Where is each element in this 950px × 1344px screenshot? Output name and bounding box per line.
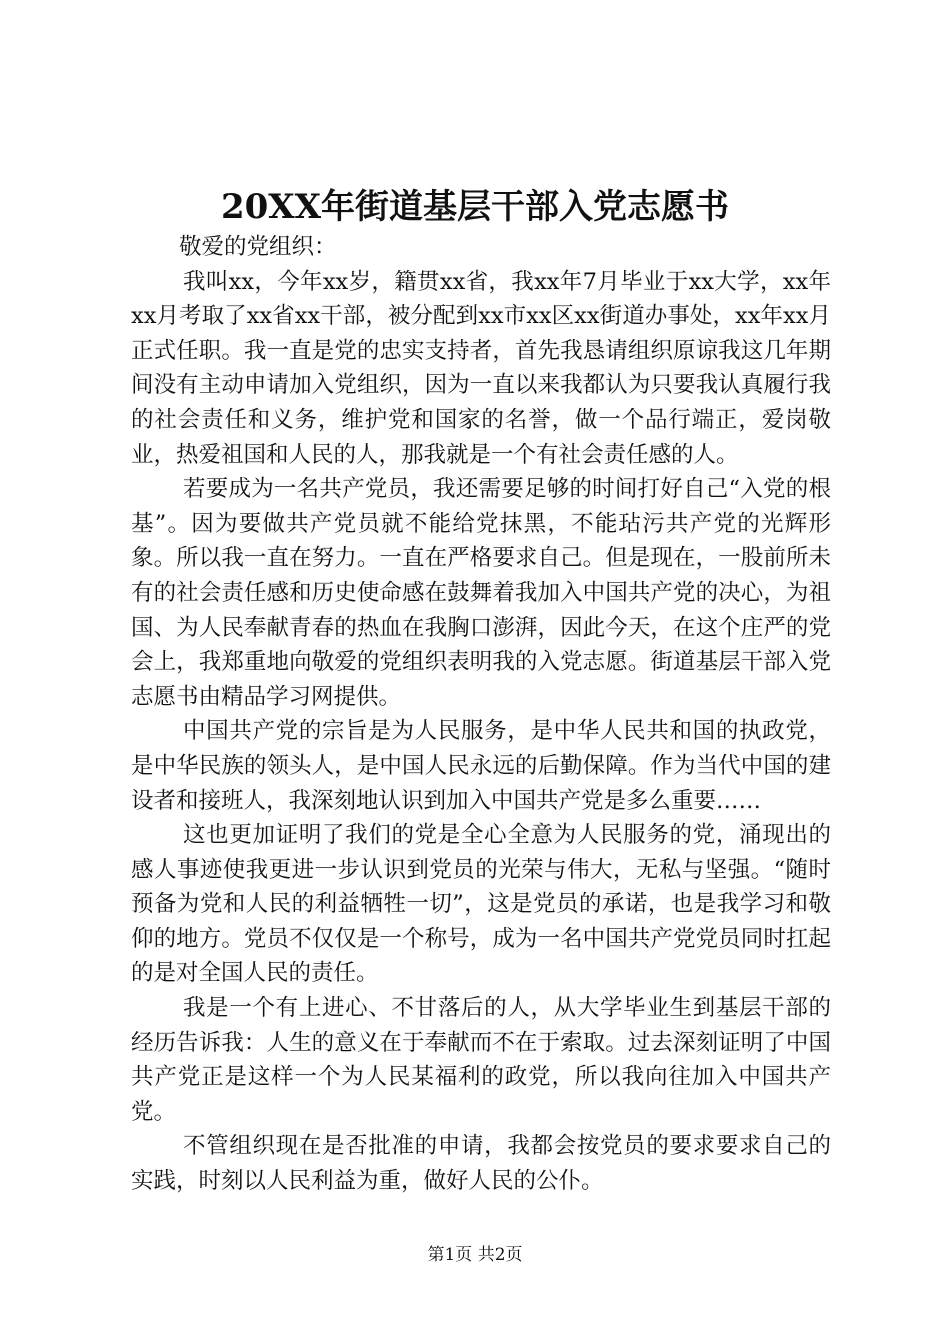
- paragraph-6: 不管组织现在是否批准的申请，我都会按党员的要求要求自己的实践，时刻以人民利益为重，做好人民的公仆。: [131, 1133, 831, 1195]
- paragraph-4: 这也更加证明了我们的党是全心全意为人民服务的党，涌现出的感人事迹使我更进一步认识到党员的光荣与伟大，无私与坚强。“随时预备为党和人民的利益牺牲一切”，这是党员的承诺，也是我学习和敬仰的地方。党员不仅仅是一个称号，成为一名中国共产党党员同时扛起的是对全国人民的责任。: [131, 822, 831, 987]
- paragraph-5: 我是一个有上进心、不甘落后的人，从大学毕业生到基层干部的经历告诉我：人生的意义在于奉献而不在于索取。过去深刻证明了中国共产党正是这样一个为人民某福利的政党，所以我向往加入中国共产党。: [131, 995, 831, 1125]
- paragraph-3: 中国共产党的宗旨是为人民服务，是中华人民共和国的执政党，是中华民族的领头人，是中国人民永远的后勤保障。作为当代中国的建设者和接班人，我深刻地认识到加入中国共产党是多么重要……: [131, 718, 831, 814]
- page-footer: 第1页 共2页: [427, 1245, 523, 1265]
- salutation: 敬爱的党组织：: [179, 234, 337, 260]
- paragraph-1: 我叫xx，今年xx岁，籍贯xx省，我xx年7月毕业于xx大学，xx年xx月考取了xx省xx干部，被分配到xx市xx区xx街道办事处，xx年xx月正式任职。我一直是党的忠实支持者，首先我恳请组织原谅我这几年期间没有主动申请加入党组织，因为一直以来我都认为只要我认真履行我的社会责任和义务，维护党和国家的名誉，做一个品行端正，爱岗敬业，热爱祖国和人民的人，那我就是一个有社会责任感的人。: [131, 268, 831, 468]
- document-body: [131, 230, 831, 1199]
- document-title: 20XX年街道基层干部入党志愿书: [220, 187, 730, 227]
- paragraph-2: 若要成为一名共产党员，我还需要足够的时间打好自己“入党的根基”。因为要做共产党员就不能给党抹黑，不能玷污共产党的光辉形象。所以我一直在努力。一直在严格要求自己。但是现在，一股前所未有的社会责任感和历史使命感在鼓舞着我加入中国共产党的决心，为祖国、为人民奉献青春的热血在我胸口澎湃，因此今天，在这个庄严的党会上，我郑重地向敬爱的党组织表明我的入党志愿。街道基层干部入党志愿书由精品学习网提供。: [131, 476, 831, 710]
